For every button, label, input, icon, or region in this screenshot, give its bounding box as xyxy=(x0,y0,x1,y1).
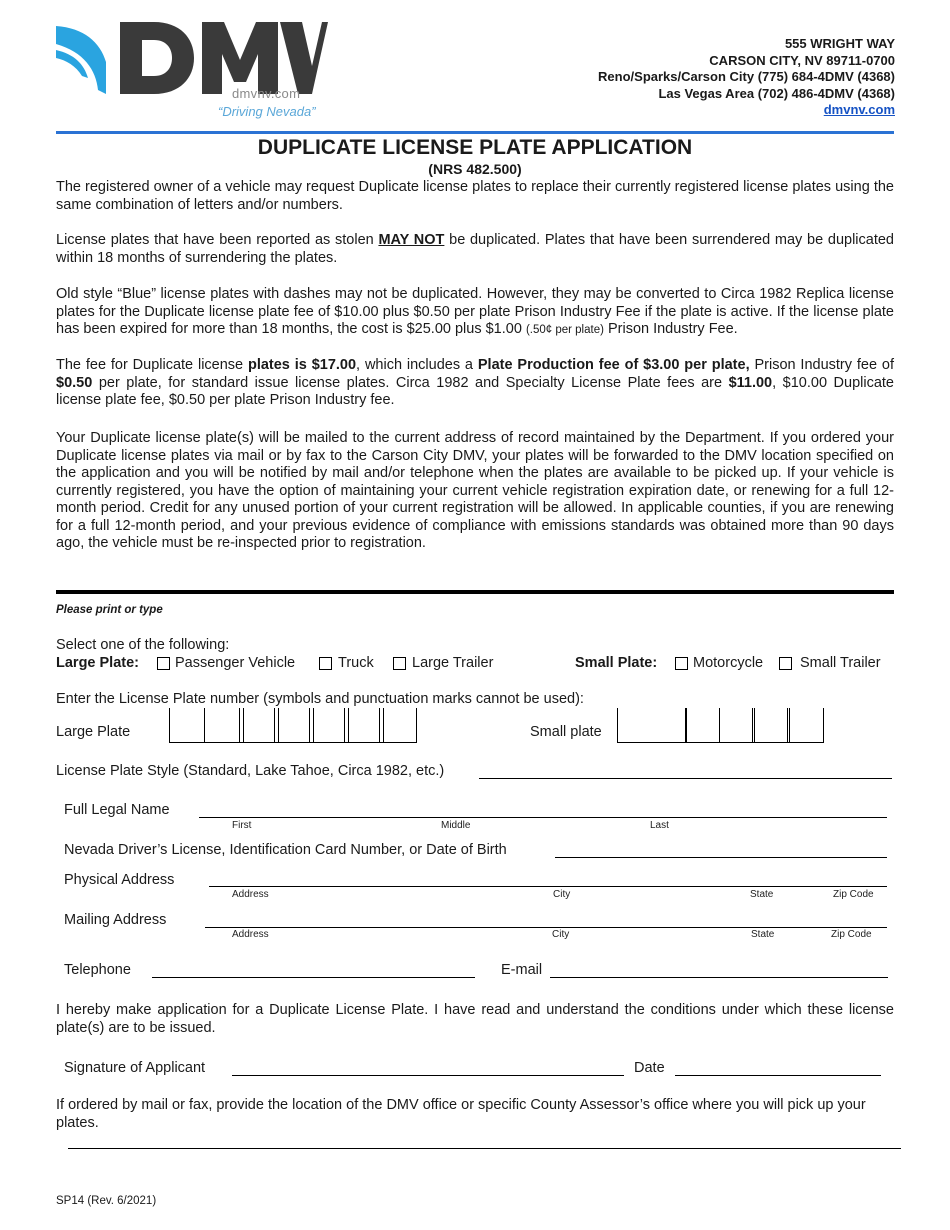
mailing-address-sublabel: Address xyxy=(232,929,269,940)
name-first-sublabel: First xyxy=(232,820,252,831)
mailing-address-label: Mailing Address xyxy=(64,912,167,928)
mailing-state-sublabel: State xyxy=(751,929,775,940)
plate-style-input[interactable] xyxy=(479,778,892,779)
license-id-label: Nevada Driver’s License, Identification Card Number, or Date of Birth xyxy=(64,842,507,858)
attestation-text: I hereby make application for a Duplicate License Plate. I have read and understand the conditions under which these license plate(s) are to be issued. xyxy=(56,1002,894,1036)
logo-tagline: “Driving Nevada” xyxy=(218,104,316,119)
intro-paragraph-2: License plates that have been reported as stolen MAY NOT be duplicated. Plates that have been surrendered may be duplicated within 18 months of surrendering the plates. xyxy=(56,232,894,266)
page-subtitle: (NRS 482.500) xyxy=(428,161,522,177)
pickup-note: If ordered by mail or fax, provide the location of the DMV office or specific County Assessor’s office where you will pick up your plates. xyxy=(56,1097,866,1131)
print-note: Please print or type xyxy=(56,604,163,616)
full-name-label: Full Legal Name xyxy=(64,802,170,818)
physical-state-sublabel: State xyxy=(750,889,774,900)
full-name-input[interactable] xyxy=(199,817,887,818)
mailing-city-sublabel: City xyxy=(552,929,570,940)
phone-vegas: Las Vegas Area (702) 486-4DMV (4368) xyxy=(658,85,895,101)
date-label: Date xyxy=(634,1060,665,1076)
intro-paragraph-1: The registered owner of a vehicle may request Duplicate license plates to replace their currently registered license plates using the same combination of letters and/or numbers. xyxy=(56,179,894,213)
motorcycle-checkbox[interactable] xyxy=(675,657,688,670)
small-trailer-label: Small Trailer xyxy=(800,655,881,671)
dmv-logo xyxy=(54,20,334,120)
email-label: E-mail xyxy=(501,962,543,978)
logo-url: dmvnv.com xyxy=(232,86,301,101)
telephone-input[interactable] xyxy=(152,977,475,978)
large-trailer-label: Large Trailer xyxy=(412,655,494,671)
physical-address-sublabel: Address xyxy=(232,889,269,900)
website-link[interactable]: dmvnv.com xyxy=(823,102,895,117)
dmv-address-block xyxy=(598,36,895,119)
physical-address-input[interactable] xyxy=(209,886,887,887)
physical-city-sublabel: City xyxy=(553,889,571,900)
plate-style-label: License Plate Style (Standard, Lake Tahoe, Circa 1982, etc.) xyxy=(56,763,445,779)
name-middle-sublabel: Middle xyxy=(441,820,471,831)
telephone-label: Telephone xyxy=(64,962,131,978)
physical-address-label: Physical Address xyxy=(64,872,175,888)
header-divider xyxy=(56,131,894,134)
name-last-sublabel: Last xyxy=(650,820,669,831)
date-input[interactable] xyxy=(675,1075,881,1076)
form-divider xyxy=(56,590,894,594)
small-trailer-checkbox[interactable] xyxy=(779,657,792,670)
fee-paragraph: The fee for Duplicate license plates is $17.00, which includes a Plate Production fee of $3.00 per plate, Prison Industry fee of $0.50 per plate, for standard issue license plates. Circa 1982 and Specialty License Plate fees are $11.00, $10.00 Duplicate license plate fee, $0.50 per plate Prison Industry fee. xyxy=(56,357,894,408)
form-id: SP14 (Rev. 6/2021) xyxy=(56,1195,157,1207)
phone-reno: Reno/Sparks/Carson City (775) 684-4DMV (4368) xyxy=(598,69,895,84)
passenger-vehicle-label: Passenger Vehicle xyxy=(175,655,296,671)
plate-number-label: Enter the License Plate number (symbols and punctuation marks cannot be used): xyxy=(56,691,584,707)
physical-zip-sublabel: Zip Code xyxy=(833,889,874,900)
address-line-2: CARSON CITY, NV 89711-0700 xyxy=(709,52,895,68)
mailing-address-input[interactable] xyxy=(205,927,887,928)
page-title: DUPLICATE LICENSE PLATE APPLICATION xyxy=(257,136,693,159)
may-not-emphasis: MAY NOT xyxy=(378,232,445,248)
passenger-vehicle-checkbox[interactable] xyxy=(157,657,170,670)
signature-label: Signature of Applicant xyxy=(64,1060,206,1076)
small-plate-field-label: Small plate xyxy=(530,724,602,740)
mailing-zip-sublabel: Zip Code xyxy=(831,929,872,940)
address-line-1: 555 WRIGHT WAY xyxy=(784,36,895,51)
large-plate-field-label: Large Plate xyxy=(56,724,131,740)
large-plate-input[interactable] xyxy=(169,708,417,743)
email-input[interactable] xyxy=(550,977,888,978)
intro-paragraph-3: Old style “Blue” license plates with dashes may not be duplicated. However, they may be converted to Circa 1982 Replica license plates for the Duplicate license plate fee of $10.00 plus $0.50 per plate Prison Industry Fee if the plate is active. If the license plate has been expired for more than 18 months, the cost is $25.00 plus $1.00 (.50¢ per plate) Prison Industry Fee. xyxy=(56,286,894,337)
mailing-paragraph: Your Duplicate license plate(s) will be mailed to the current address of record maintained by the Department. If you ordered your Duplicate license plates via mail or by fax to the Carson City DMV, your plates will be forwarded to the DMV location specified on the application and you will be notified by mail and/or telephone when the plates are available to be picked up. If your vehicle is currently registered, you have the option of maintaining your current vehicle registration expiration date, or renewing for a full 12-month period. Credit for any unused portion of your current registration will be allowed. In applicable counties, if you are renewing for a full 12-month period, and your previous evidence of compliance with emissions standards was obtained more than 90 days ago, the vehicle must be re-inspected prior to registration. xyxy=(56,430,894,551)
truck-label: Truck xyxy=(338,655,374,671)
signature-input[interactable] xyxy=(232,1075,624,1076)
large-plate-label: Large Plate: xyxy=(56,655,139,671)
truck-checkbox[interactable] xyxy=(319,657,332,670)
small-plate-input[interactable] xyxy=(617,708,824,743)
pickup-location-input[interactable] xyxy=(68,1148,901,1149)
motorcycle-label: Motorcycle xyxy=(693,655,764,671)
large-trailer-checkbox[interactable] xyxy=(393,657,406,670)
small-plate-label: Small Plate: xyxy=(575,655,658,671)
license-id-input[interactable] xyxy=(555,857,887,858)
select-label: Select one of the following: xyxy=(56,637,230,653)
